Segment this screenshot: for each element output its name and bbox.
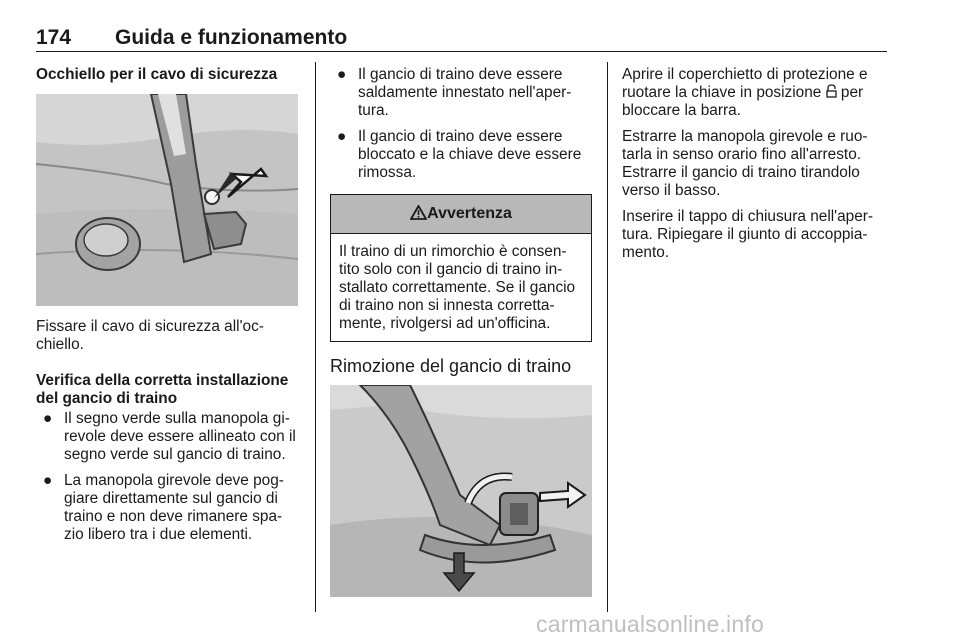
warning-text: Il traino di un rimorchio è consen-tito solo con il gancio di traino in-stallato correttamente. Se il gancio di traino non si innesta corretta-mente, rivolgersi ad un'officina. — [339, 243, 576, 332]
warning-title: Avvertenza — [427, 205, 512, 222]
list-item: ● Il gancio di traino deve essere bloccato e la chiave deve essere rimossa. — [337, 128, 582, 181]
bullet-icon: ● — [43, 410, 53, 427]
page-header — [36, 26, 886, 52]
hook-requirements-list — [330, 66, 592, 182]
bullet-icon: ● — [43, 472, 53, 489]
lock-position-icon — [826, 84, 837, 98]
subheading-installation-check: Verifica della corretta installazione del gancio di traino — [36, 372, 289, 407]
list-item: ● Il segno verde sulla manopola gi-revole deve essere allineato con il segno verde sul gancio di traino. — [43, 410, 296, 463]
column-divider — [315, 62, 316, 612]
instruction-paragraph: Aprire il coperchietto di protezione e ruotare la chiave in posizione per bloccare la barra. — [622, 66, 868, 119]
column-1 — [36, 66, 300, 552]
section-heading-removal: Rimozione del gancio di traino — [330, 356, 572, 376]
page-number: 174 — [36, 26, 72, 49]
page-title: Guida e funzionamento — [115, 26, 348, 49]
header-rule — [36, 51, 887, 52]
hook-removal-illustration — [330, 385, 592, 597]
instruction-paragraph: Inserire il tappo di chiusura nell'aper-tura. Ripiegare il giunto di accoppia-mento. — [622, 208, 874, 261]
section-heading-eyelet: Occhiello per il cavo di sicurezza — [36, 66, 278, 83]
bullet-icon: ● — [337, 66, 347, 83]
warning-header — [331, 195, 591, 234]
warning-triangle-icon — [410, 205, 427, 220]
column-2 — [330, 66, 592, 597]
eyelet-caption: Fissare il cavo di sicurezza all'oc-chiello. — [36, 318, 264, 353]
instruction-paragraph: Estrarre la manopola girevole e ruo-tarla in senso orario fino all'arresto. Estrarre il gancio di traino tirandolo verso il basso. — [622, 128, 868, 199]
column-3 — [622, 66, 890, 262]
installation-check-list — [36, 410, 300, 544]
list-item: ● La manopola girevole deve pog-giare direttamente sul gancio di traino e non deve rimanere spa-zio libero tra i due elementi. — [43, 472, 284, 543]
watermark: carmanualsonline.info — [536, 611, 764, 637]
list-item: ● Il gancio di traino deve essere saldamente innestato nell'aper-tura. — [337, 66, 572, 119]
warning-box — [330, 194, 592, 342]
eyelet-illustration — [36, 94, 298, 306]
column-divider — [607, 62, 608, 612]
bullet-icon: ● — [337, 128, 347, 145]
